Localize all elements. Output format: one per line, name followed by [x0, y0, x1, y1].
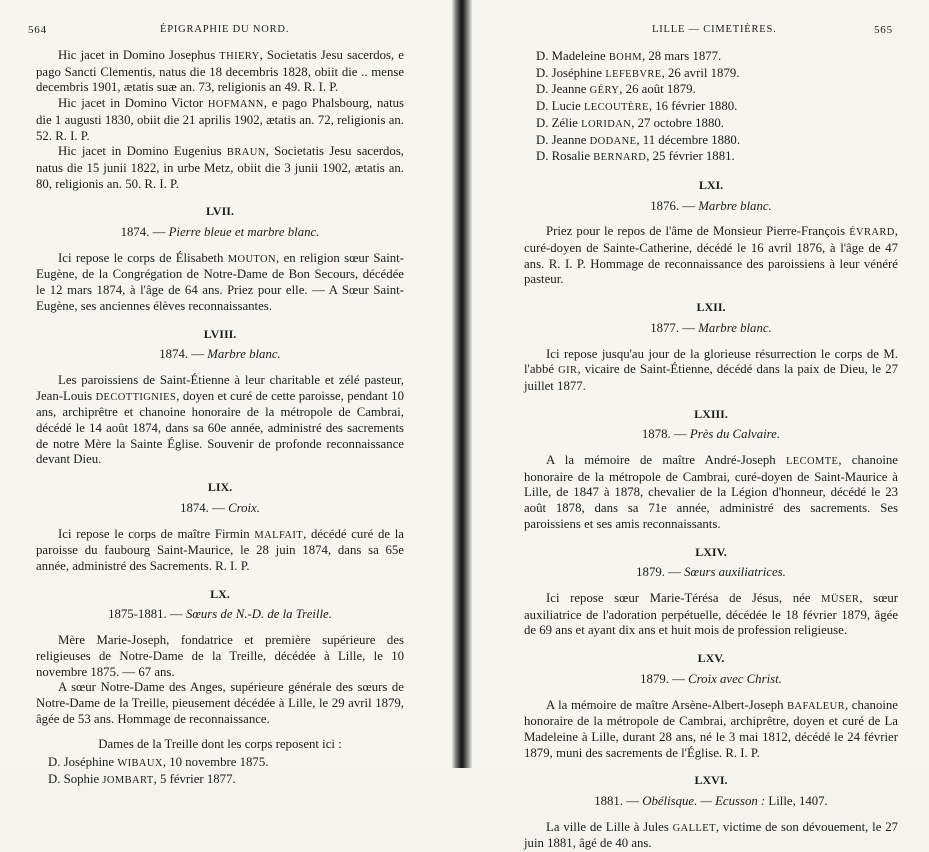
entry-date-lix: 1874. — Croix.: [180, 500, 260, 515]
book-gutter: [452, 0, 472, 768]
entry-text-lxii: Ici repose jusqu'au jour de la glorieuse résurrection le corps de M. l'abbé GIR, vicaire de Saint-Étienne, décédé dans la paix de Dieu, le 27 juillet 1877.: [524, 346, 899, 393]
epitaph-hofmann: Hic jacet in Domino Victor HOFMANN, e pago Phalsbourg, natus die 1 augusti 1830, obiit die 21 aprilis 1902, ætatis an. 72, religionis an. 52. R. I. P.: [36, 96, 405, 143]
list-item: D. Zélie LORIDAN, 27 octobre 1880.: [536, 115, 724, 130]
epitaph-braun: Hic jacet in Domino Eugenius BRAUN, Societatis Jesu sacerdos, natus die 15 junii 1822, in urbe Metz, obiit die 3 junii 1902, ætatis an. 80, religionis an. 50. R. I. P.: [36, 144, 404, 191]
entry-date-lxi: 1876. — Marbre blanc.: [650, 198, 772, 213]
right-running-header: LILLE — CIMETIÈRES.: [652, 24, 777, 35]
list-item: D. Rosalie BERNARD, 25 février 1881.: [536, 149, 735, 164]
entry-number-lvii: LVII.: [206, 204, 234, 219]
list-item: D. Madeleine BOHM, 28 mars 1877.: [536, 49, 722, 63]
entry-text-lx-1: Mère Marie-Joseph, fondatrice et première supérieure des religieuses de Notre-Dame de la Treille, décédée à Lille, le 10 novembre 1875. — 67 ans.: [36, 633, 404, 679]
entry-number-lxiii: LXIII.: [694, 406, 728, 421]
entry-text-lxiii: A la mémoire de maître André-Joseph LECOMTE, chanoine honoraire de la métropole de Cambrai, curé-doyen de Saint-Maurice à Lille, de 1847 à 1878, chevalier de la Légion d'honneur, décédé le 23 août 1878, dans sa 71e année, administré des sacrements. Ses paroissiens et ses amis reconnaissants.: [524, 453, 898, 531]
dames-list-right: [524, 49, 898, 166]
entry-number-lix: LIX.: [207, 480, 233, 495]
entry-number-lxv: LXV.: [697, 651, 725, 666]
entry-text-lix: Ici repose le corps de maître Firmin MALFAIT, décédé curé de la paroisse du faubourg Saint-Maurice, le 28 juin 1874, dans sa 65e année, administré des Sacrements. R. I. P.: [36, 526, 404, 573]
entry-number-lxii: LXII.: [696, 300, 726, 315]
entry-number-lxvi: LXVI.: [694, 773, 728, 788]
entry-text-lxiv: Ici repose sœur Marie-Térésa de Jésus, née MÜSER, sœur auxiliatrice de l'adoration perpétuelle, décédée le 18 février 1879, âgée de 69 ans et ayant dix ans et huit mois de profession religieuse.: [524, 590, 899, 638]
list-item: D. Joséphine WIBAUX, 10 novembre 1875.: [48, 755, 269, 770]
right-page-number: 565: [874, 24, 893, 36]
entry-text-lviii: Les paroissiens de Saint-Étienne à leur charitable et zélé pasteur, Jean-Louis DECOTTIGNIES, doyen et curé de cette paroisse, pendant 10 ans, archiprêtre et chanoine honoraire de la métropole de Cambrai, décédé le 14 août 1874, dans sa 60e année, administré des sacrements de notre Mère la Sainte Église. Souvenir de profonde reconnaissance devant Dieu.: [36, 372, 404, 467]
list-item: D. Lucie LECOUTÈRE, 16 février 1880.: [536, 99, 738, 114]
left-text-column: [36, 48, 404, 788]
entry-subheading-lx: Dames de la Treille dont les corps reposent ici :: [98, 737, 342, 752]
entry-text-lx-2: A sœur Notre-Dame des Anges, supérieure générale des sœurs de Notre-Dame de la Treille, pieusement décédée à Lille, le 29 avril 1879, âgée de 53 ans. Hommage de reconnaissance.: [36, 680, 404, 726]
entry-text-lvii: Ici repose le corps de Élisabeth MOUTON, en religion sœur Saint-Eugène, de la Congrégation de Notre-Dame de Bon Secours, décédée le 12 mars 1874, à l'âge de 64 ans. Priez pour elle. — A Sœur Saint-Eugène, ses anciennes élèves reconnaissantes.: [36, 250, 404, 313]
epitaph-thiery: Hic jacet in Domino Josephus THIERY, Societatis Jesu sacerdos, e pago Sancti Clementis, natus die 18 decembris 1828, obiit die .. mense decembris 1901, ætatis suæ an. 73, religionis an 49. R. I. P.: [36, 48, 404, 95]
entry-date-lxvi: 1881. — Obélisque. — Ecusson : Lille, 1407.: [594, 794, 828, 809]
list-item: D. Sophie JOMBART, 5 février 1877.: [48, 771, 236, 786]
entry-text-lxvi: La ville de Lille à Jules GALLET, victime de son dévouement, le 27 juin 1881, âgé de 40 ans.: [524, 819, 898, 851]
entry-number-lxi: LXI.: [698, 177, 724, 192]
entry-date-lvii: 1874. — Pierre bleue et marbre blanc.: [120, 225, 320, 240]
right-text-column: [524, 49, 898, 852]
entry-text-lxv: A la mémoire de maître Arsène-Albert-Joseph BAFALEUR, chanoine honoraire de la métropole de Cambrai, archiprêtre, doyen et curé de La Madeleine à Lille, durant 28 ans, né le 3 mai 1812, décédé le 24 février 1879, muni des sacrements de l'Église. R. I. P.: [524, 697, 898, 760]
left-page-number: 564: [28, 24, 47, 36]
entry-text-lxi: Priez pour le repos de l'âme de Monsieur Pierre-François ÉVRARD, curé-doyen de Sainte-Catherine, décédé le 16 avril 1876, à l'âge de 47 ans. R. I. P. Hommage de reconnaissance des paroissiens à leur vénéré pasteur.: [524, 224, 898, 287]
entry-number-lviii: LVIII.: [203, 326, 237, 341]
entry-date-lxv: 1879. — Croix avec Christ.: [640, 671, 782, 686]
left-running-header: ÉPIGRAPHIE DU NORD.: [160, 24, 290, 35]
entry-number-lx: LX.: [210, 586, 230, 601]
entry-date-lxiv: 1879. — Sœurs auxiliatrices.: [636, 565, 786, 580]
list-item: D. Jeanne DODANE, 11 décembre 1880.: [536, 132, 741, 147]
list-item: D. Jeanne GÉRY, 26 août 1879.: [536, 82, 696, 97]
entry-date-lviii: 1874. — Marbre blanc.: [159, 347, 281, 362]
dames-list-left: [36, 755, 404, 788]
entry-date-lx: 1875-1881. — Sœurs de N.-D. de la Treille.: [108, 607, 332, 622]
entry-date-lxii: 1877. — Marbre blanc.: [650, 320, 772, 335]
entry-date-lxiii: 1878. — Près du Calvaire.: [641, 427, 781, 442]
list-item: D. Joséphine LEFEBVRE, 26 avril 1879.: [536, 65, 740, 80]
entry-number-lxiv: LXIV.: [695, 544, 727, 559]
